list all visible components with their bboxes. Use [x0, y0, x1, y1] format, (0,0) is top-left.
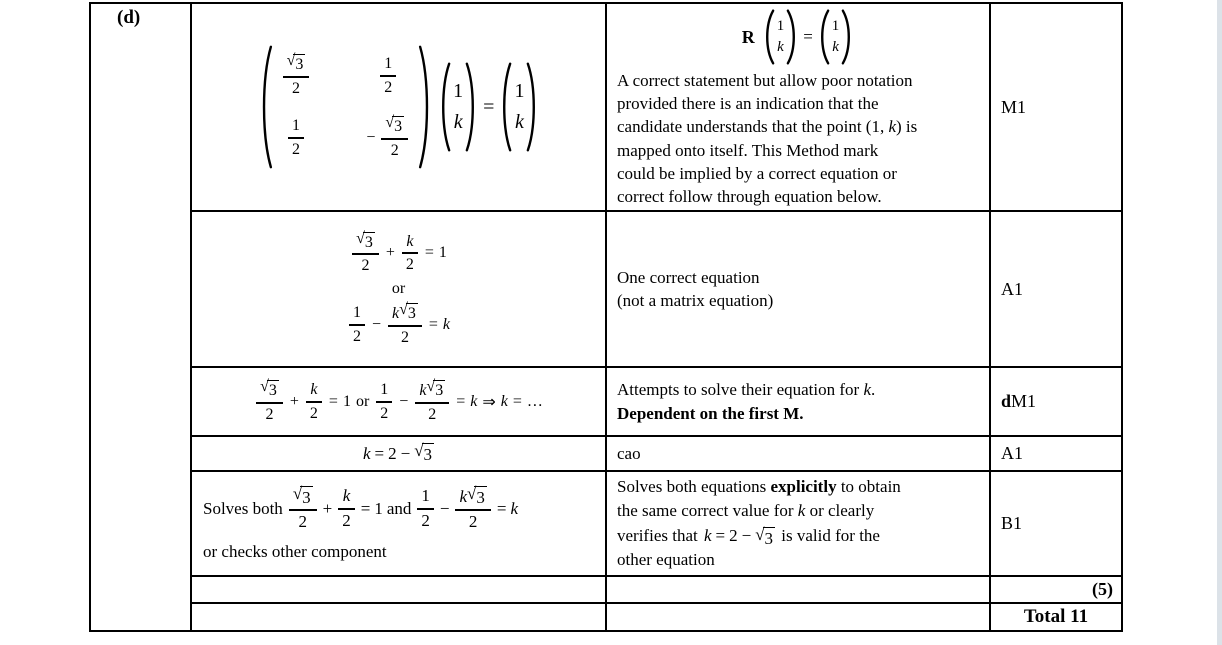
value-1: 1 [374, 498, 383, 518]
a1-note-cell [607, 212, 991, 368]
vector-entry-1: 1 [514, 80, 525, 102]
equals-sign: = [512, 392, 522, 410]
minus-sign: − [439, 498, 450, 518]
vector-entry-k: k [453, 111, 463, 133]
empty-cell [607, 604, 991, 630]
fraction-ksqrt3-over-2: k √ 3 2 [455, 485, 490, 533]
sqrt-3 [385, 116, 404, 136]
fraction-bar [256, 402, 283, 404]
fraction-bar [455, 509, 490, 511]
mark-label: B1 [1001, 513, 1023, 533]
b1-note-cell [607, 472, 991, 577]
combined-equation [254, 379, 543, 425]
solves-both-line [203, 485, 518, 533]
mark-label: dM1 [1001, 391, 1037, 411]
part-label: (d) [117, 7, 141, 28]
paren-left-icon [438, 61, 451, 153]
equals-sign: = [360, 498, 371, 518]
rotation-matrix [258, 43, 434, 171]
equals-sign: = [496, 498, 507, 518]
fraction-ksqrt3-over-2: k √ 3 2 [415, 379, 449, 425]
fraction-denominator: 2 [380, 404, 389, 422]
equals-sign: = [374, 443, 385, 463]
fraction-numerator: 1 [291, 117, 300, 135]
variable-k: k [500, 392, 508, 410]
fraction-denominator: 2 [428, 405, 437, 423]
equations-cell [192, 212, 607, 368]
solves-both-cell [192, 472, 607, 577]
plus-sign: + [385, 244, 395, 262]
checks-other-component-text: or checks other component [203, 542, 387, 562]
m1-note-line: mapped onto itself. This Method mark [617, 140, 879, 160]
cao-cell [607, 437, 991, 472]
value-2: 2 [388, 443, 397, 463]
column-vector-1-k [817, 9, 855, 65]
matrix-equation [258, 43, 540, 171]
vector-entry-1: 1 [776, 18, 785, 34]
fraction-bar [289, 509, 317, 511]
radical-sign: √ [426, 377, 436, 395]
fraction-denominator: 2 [421, 510, 430, 530]
minus-sign: − [371, 315, 381, 333]
radical-sign: √ [260, 377, 269, 395]
fraction-k-over-2: $\frac{k}{2}$ [338, 486, 355, 531]
fraction-bar [338, 508, 355, 510]
sqrt-3 [399, 303, 418, 323]
mark-cell-b1 [991, 472, 1121, 577]
solves-both-text: Solves both [203, 498, 283, 518]
m1-note-line: provided there is an indication that the [617, 94, 879, 114]
m1-note-line: could be implied by a correct equation or [617, 163, 897, 183]
value-1: 1 [342, 392, 351, 410]
b1-note-line: Solves both equations explicitly to obtain [617, 477, 901, 497]
equals-sign: = [483, 95, 495, 118]
fraction-bar [381, 138, 408, 140]
b1-note-line: the same correct value for k or clearly [617, 501, 875, 521]
dm1-note-line-bold: Dependent on the first M. [617, 403, 804, 423]
radicand: 3 [407, 305, 416, 322]
cao-text: cao [617, 443, 641, 463]
radicand: 3 [394, 118, 403, 136]
equation-1 [350, 231, 447, 277]
fraction-sqrt3-over-2 [381, 115, 408, 161]
fraction-denominator: 2 [309, 404, 318, 422]
b1-note-line: verifies that k = 2 − √ 3 is valid for the [617, 524, 880, 548]
equals-sign: = [328, 392, 338, 410]
fraction-1-over-2: $\frac{1}{2}$ [376, 380, 392, 423]
a1-note-line: One correct equation [617, 267, 760, 287]
paren-right-icon [841, 9, 854, 65]
paren-right-icon [786, 9, 799, 65]
equals-sign: = [456, 392, 466, 410]
mark-label: A1 [1001, 443, 1023, 463]
column-vector-1-k [499, 61, 539, 153]
radicand: 3 [268, 381, 277, 399]
variable-k: k [362, 443, 371, 463]
fraction-1-over-2 [288, 116, 304, 159]
minus-sign: − [366, 129, 376, 146]
vector-entry-1: 1 [453, 80, 464, 102]
minus-sign: − [400, 443, 411, 463]
vector-entry-k: k [832, 39, 839, 55]
radical-sign: √ [356, 229, 365, 247]
variable-k: k [442, 315, 451, 333]
sqrt-3 [414, 440, 434, 464]
fraction-denominator: 2 [265, 405, 274, 423]
plus-sign: + [322, 498, 333, 518]
variable-k: k [510, 498, 519, 518]
m1-note-line: A correct statement but allow poor notation [617, 71, 913, 90]
plus-sign: + [289, 392, 299, 410]
fraction-1-over-2 [380, 54, 396, 97]
fraction-denominator: 2 [468, 511, 478, 531]
fraction-denominator: 2 [361, 257, 370, 275]
equals-sign: = [424, 244, 434, 262]
k-answer [362, 440, 434, 464]
fraction-bar [288, 137, 304, 139]
fraction-bar [352, 253, 379, 255]
radicand: 3 [364, 233, 373, 251]
variable-k: k [470, 392, 478, 410]
fraction-denominator: 2 [400, 328, 409, 346]
fraction-bar [283, 76, 310, 78]
implies-sign: ⇒ [482, 393, 496, 411]
column-vector-1-k [762, 9, 800, 65]
sqrt-3 [260, 377, 279, 400]
or-word: or [391, 280, 406, 297]
fraction-bar [349, 324, 365, 326]
paren-right-icon [526, 61, 539, 153]
equals-sign: = [803, 27, 813, 46]
fraction-k-over-2: $\frac{k}{2}$ [306, 380, 322, 423]
radicand: 3 [295, 56, 304, 74]
fraction-ksqrt3-over-2: k √ 3 2 [388, 302, 422, 348]
fraction-sqrt3-over-2 [289, 485, 317, 533]
empty-cell [607, 577, 991, 604]
mark-label: M1 [1001, 96, 1027, 117]
radical-sign: √ [414, 440, 424, 460]
mark-cell-m1 [991, 4, 1121, 212]
fraction-sqrt3-over-2 [352, 231, 379, 277]
radical-sign: √ [399, 301, 408, 318]
inline-k-answer: k = 2 − √ 3 [703, 524, 774, 548]
dm1-note-cell [607, 368, 991, 437]
mark-cell-dm1 [991, 368, 1121, 437]
empty-cell [192, 604, 607, 630]
column-vector-1-k [438, 61, 478, 153]
m1-note-cell [607, 4, 991, 212]
sqrt-3 [356, 229, 375, 252]
question-total: Total 11 [1023, 606, 1089, 627]
and-word: and [386, 498, 412, 518]
radical-sign: √ [292, 483, 303, 503]
fraction-1-over-2: $\frac{1}{2}$ [417, 486, 434, 531]
fraction-bar [415, 402, 449, 404]
paren-left-icon [762, 9, 775, 65]
sqrt-3 [287, 54, 306, 74]
fraction-bar [388, 325, 422, 327]
matrix-equation-cell [192, 4, 607, 212]
solve-equation-cell [192, 368, 607, 437]
radical-sign: √ [385, 114, 395, 132]
mark-cell-a1-cao [991, 437, 1121, 472]
mark-label: A1 [1001, 278, 1023, 299]
paren-left-icon [817, 9, 830, 65]
fraction-denominator: 2 [352, 327, 361, 345]
m1-note-line: candidate understands that the point (1, k) is [617, 117, 918, 137]
question-total-cell [991, 604, 1121, 630]
fraction-denominator: 2 [291, 80, 300, 98]
matrix-entries [273, 43, 419, 171]
fraction-numerator: 1 [384, 55, 393, 73]
paren-left-icon [499, 61, 512, 153]
fraction-denominator: 2 [390, 142, 399, 160]
fraction-bar [380, 75, 396, 77]
fraction-sqrt3-over-2 [256, 379, 283, 425]
fraction-1-over-2: $\frac{1}{2}$ [349, 303, 365, 346]
radicand: 3 [435, 381, 444, 399]
fraction-denominator: 2 [291, 141, 300, 158]
radicand: 3 [302, 487, 311, 507]
radical-sign: √ [286, 52, 296, 70]
fraction-denominator: 2 [384, 79, 393, 96]
sqrt-3 [755, 524, 775, 548]
b1-note-line: other equation [617, 549, 715, 569]
fraction-k-over-2: $\frac{k}{2}$ [402, 232, 418, 275]
radicand: 3 [423, 444, 433, 464]
answer-cell [192, 437, 607, 472]
sqrt-3 [292, 483, 313, 507]
dm1-note-line: Attempts to solve their equation for k. [617, 380, 876, 400]
mark-cell-a1 [991, 212, 1121, 368]
fraction-bar [402, 252, 418, 254]
r-vector-statement [617, 9, 979, 65]
fraction-bar [306, 401, 322, 403]
ellipsis: … [526, 392, 543, 410]
paren-left-icon [258, 43, 273, 171]
vector-entry-1: 1 [831, 18, 840, 34]
negative-entry [366, 115, 410, 161]
equation-2 [347, 302, 450, 348]
fraction-sqrt3-over-2 [283, 53, 310, 99]
sqrt-3 [467, 483, 487, 507]
fraction-bar [376, 401, 392, 403]
vector-entry-k: k [777, 39, 784, 55]
paren-right-icon [465, 61, 478, 153]
part-label-cell [91, 4, 192, 630]
empty-cell [192, 577, 607, 604]
radical-sign: √ [467, 483, 477, 503]
part-total-cell [991, 577, 1121, 604]
radical-sign: √ [755, 524, 765, 544]
equals-sign: = [428, 315, 438, 333]
a1-note-line: (not a matrix equation) [617, 291, 774, 310]
fraction-bar [417, 508, 434, 510]
paren-right-icon [418, 43, 433, 171]
fraction-denominator: 2 [405, 256, 414, 274]
value-1: 1 [438, 244, 447, 262]
sqrt-3 [426, 377, 445, 400]
m1-note-line: correct follow through equation below. [617, 187, 882, 207]
mark-scheme-table [89, 2, 1123, 632]
radicand: 3 [476, 487, 485, 507]
page-edge-strip [1217, 0, 1222, 645]
fraction-denominator: 2 [342, 510, 351, 530]
part-total: (5) [1092, 579, 1113, 599]
minus-sign: − [399, 392, 409, 410]
radicand: 3 [764, 528, 774, 548]
matrix-symbol-R: R [741, 26, 755, 47]
vector-entry-k: k [514, 111, 524, 133]
fraction-denominator: 2 [298, 511, 307, 531]
or-word: or [355, 392, 370, 410]
